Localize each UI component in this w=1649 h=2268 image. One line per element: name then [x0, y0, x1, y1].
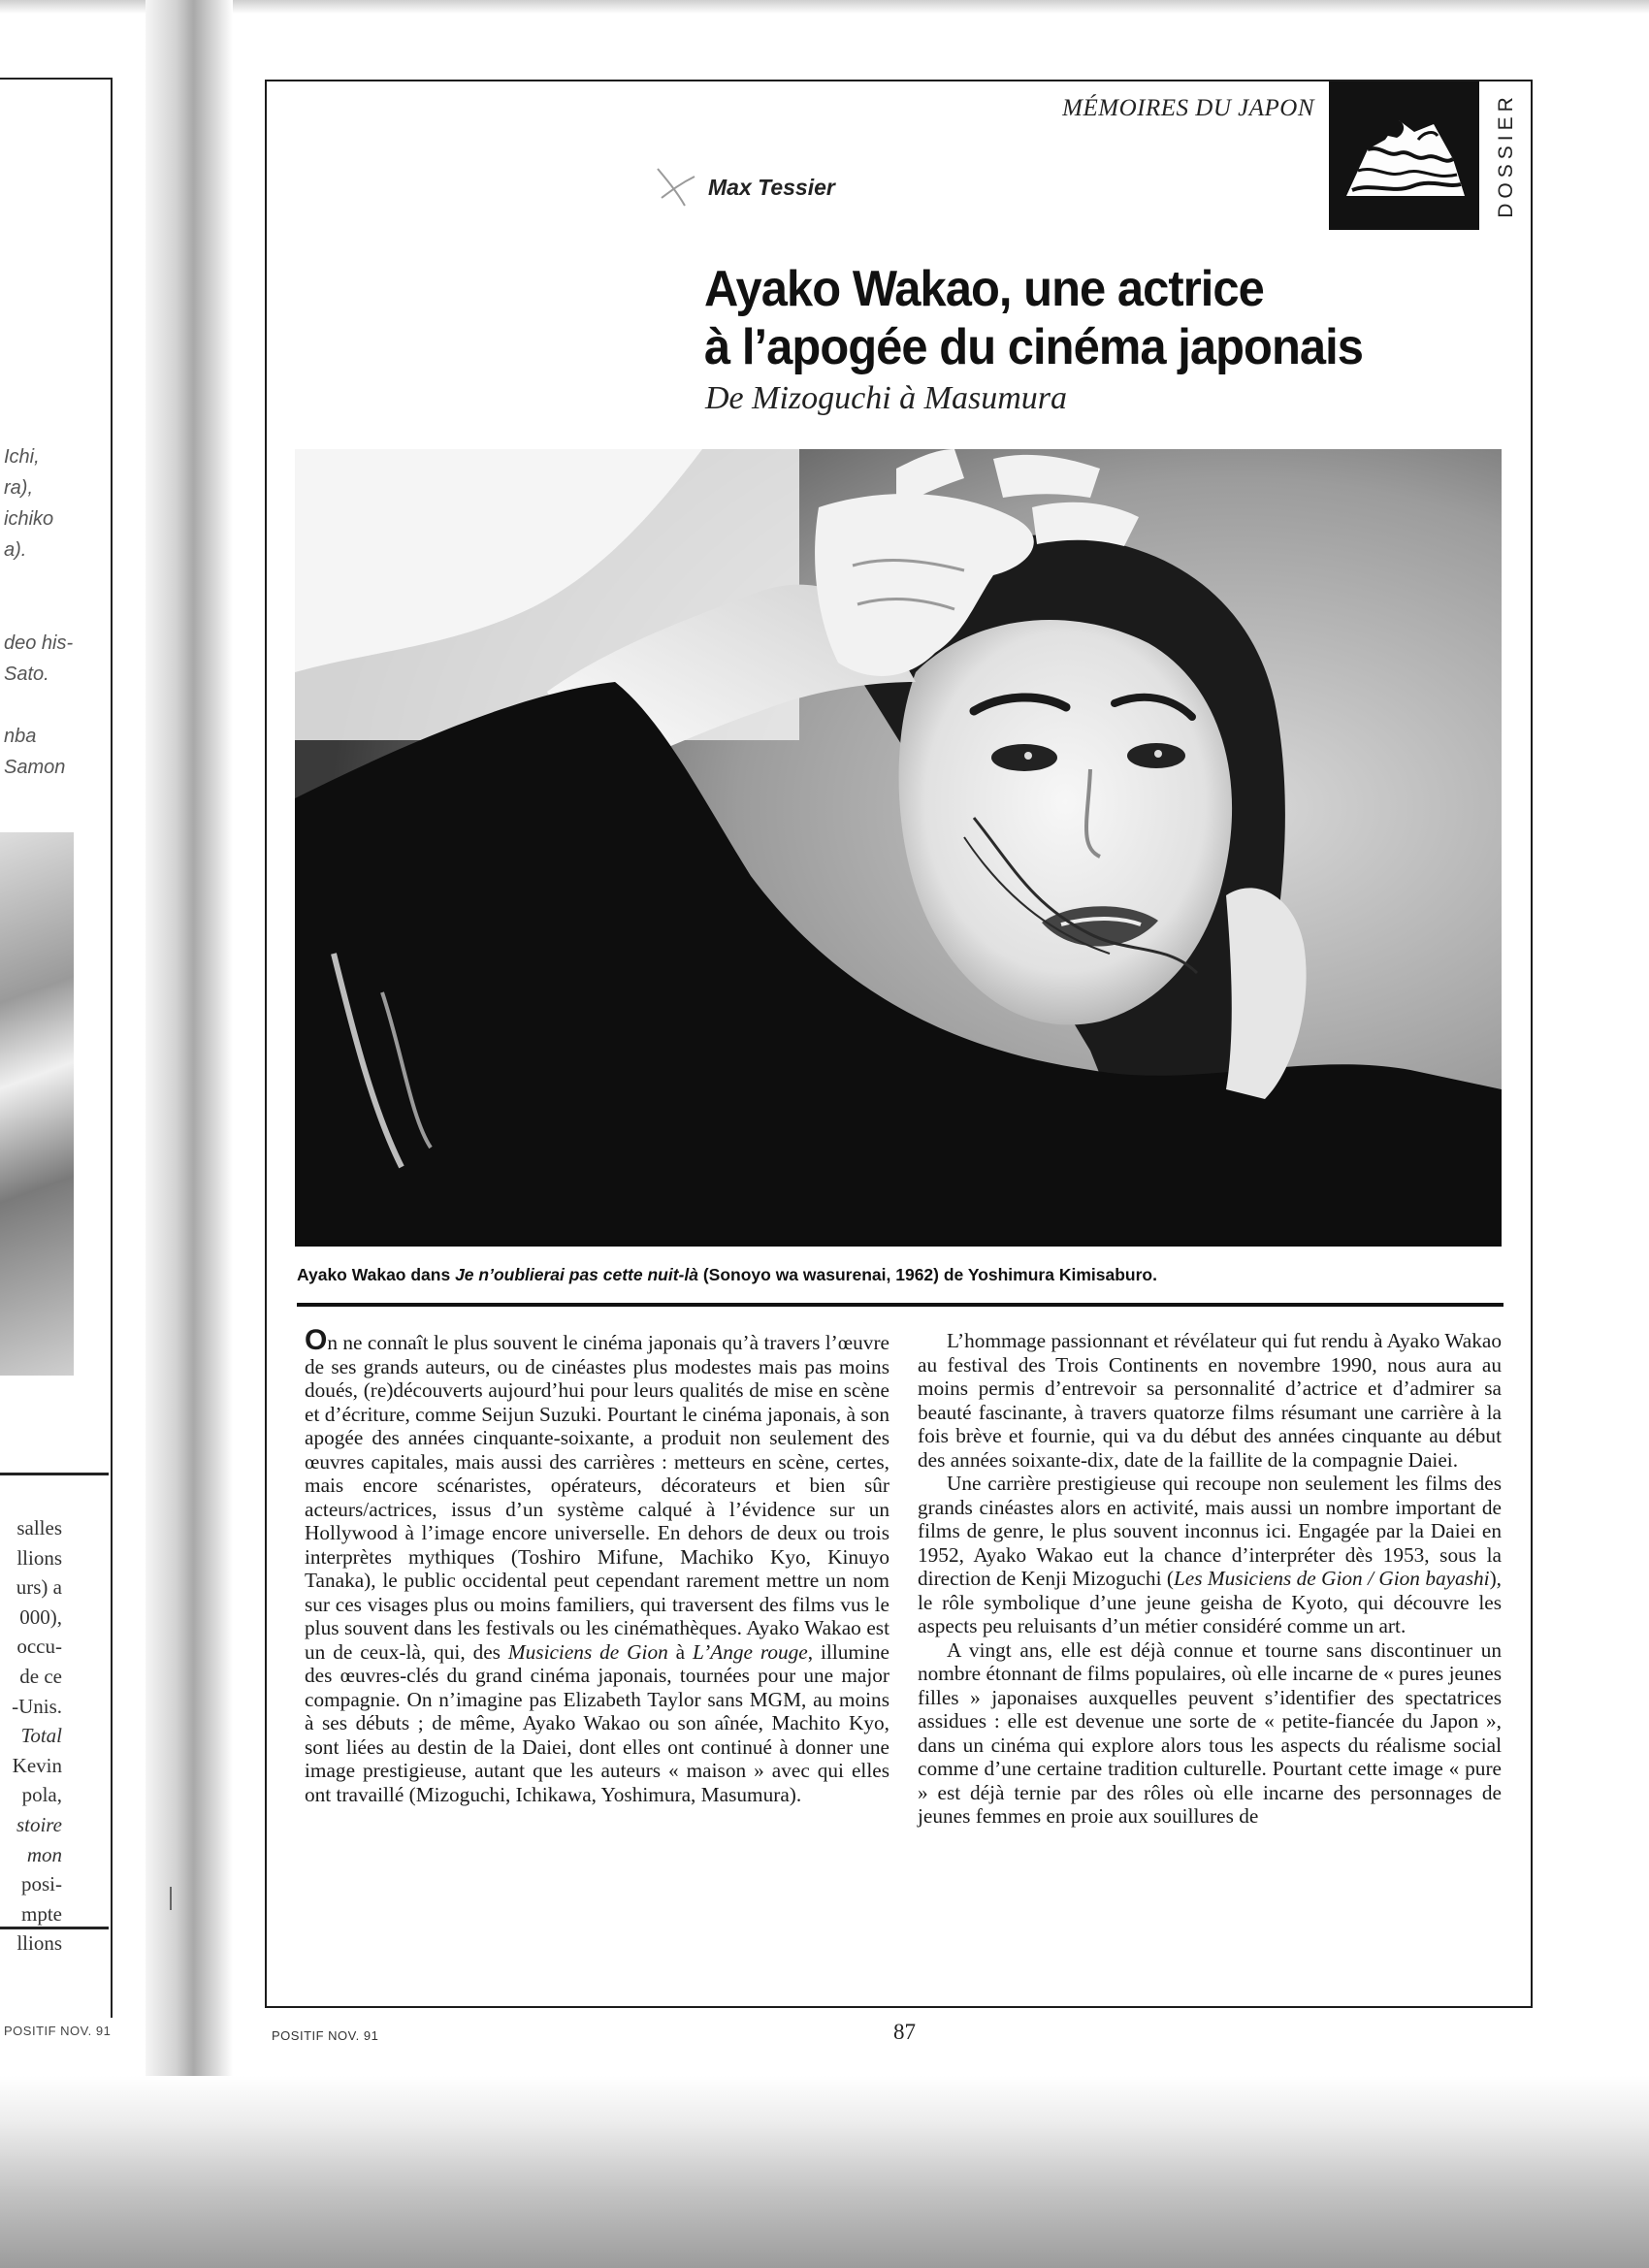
left-page-rule	[0, 1473, 109, 1475]
left-page-photo-fragment	[0, 832, 74, 1376]
left-page-text-line: posi-	[21, 1872, 62, 1896]
left-page-caption-line	[4, 690, 111, 721]
left-page-caption-line: ra),	[4, 477, 33, 499]
article-photo	[295, 449, 1502, 1247]
caption-rule	[297, 1303, 1504, 1307]
article-author: Max Tessier	[708, 175, 835, 200]
left-page-footer: POSITIF NOV. 91	[4, 2024, 112, 2038]
paragraph	[918, 1472, 1502, 1638]
left-page-text-line: 000),	[19, 1604, 62, 1629]
drop-cap: O	[305, 1324, 328, 1356]
page-number: 87	[893, 2020, 916, 2044]
footer-magazine-issue: POSITIF NOV. 91	[272, 2028, 379, 2043]
dossier-label-text: DOSSIER	[1495, 92, 1517, 218]
left-facing-page	[0, 0, 126, 2086]
scan-mark	[170, 1887, 172, 1910]
paragraph-text: à	[667, 1639, 694, 1664]
scan-top-edge	[0, 0, 1649, 14]
left-page-caption-line: ichiko	[4, 508, 54, 530]
section-kicker: MÉMOIRES DU JAPON	[1062, 95, 1314, 121]
paragraph-text: ), le rôle symbolique d’une jeune geisha de Kyoto, qui découvre les aspects peu reluisants d’un métier considéré comme un art.	[918, 1567, 1502, 1637]
left-page-text-line: Kevin	[12, 1753, 62, 1777]
paragraph: L’hommage passionnant et révélateur qui fut rendu à Ayako Wakao au festival des Trois Continents en novembre 1990, nous aura au moins permis d’entrevoir sa personnalité d’actrice et d’admirer sa beauté fascinante, à travers quatorze films résumant une carrière à la fois brève et fournie, qui va du début des années cinquante au début des années soixante-dix, date de la faillite de la compagnie Daiei.	[918, 1329, 1502, 1472]
paragraph	[305, 1324, 889, 1806]
left-page-text-line: salles	[16, 1516, 62, 1539]
left-page-caption-line: Samon	[4, 757, 66, 778]
paragraph-text: Une carrière prestigieuse qui recoupe non seulement les films des grands cinéastes alors en activité, mais aussi un nombre important de films de genre, le plus souvent inconnus ici. Engagée par la Daiei en 1952, Ayako Wakao eut la chance d’interpréter dès 1953, sous la direction de Kenji Mizoguchi (	[918, 1472, 1502, 1590]
left-page-caption-line: nba	[4, 726, 37, 747]
left-page-text-line: -Unis.	[12, 1694, 62, 1718]
caption-film-title: Je n’oublierai pas cette nuit-là	[455, 1265, 698, 1284]
left-page-top-rule	[0, 78, 113, 80]
article-title-line-1: Ayako Wakao, une actrice	[704, 261, 1264, 317]
binding-gutter-shadow	[146, 0, 233, 2095]
pencil-mark-icon	[652, 163, 710, 211]
left-page-text-line: occu-	[16, 1635, 62, 1659]
left-page-caption-line: a).	[4, 539, 27, 561]
left-page-bottom-rule	[0, 1927, 109, 1929]
paragraph-text: n ne connaît le plus souvent le cinéma japonais qu’à travers l’œuvre de ses grands auteurs, ou de cinéastes plus modestes mais pas moins doués, (re)découverts aujourd’hui pour leurs qualités de mise en scène et d’écriture, comme Seijun Suzuki. Pourtant le cinéma japonais, à son apogée des années cinquante-soixante, a produit non seulement des œuvres capitales, mais aussi des carrières : metteurs en scène, certes, mais encore scénaristes, opérateurs, décorateurs et bien sûr acteurs/actrices, issus d’un système calqué à l’évidence sur un Hollywood à l’image encore universelle. En dehors de deux ou trois interprètes mythiques (Toshiro Mifune, Machiko Kyo, Kinuyo Tanaka), le public occidental peut cependant rarement mettre un nom sur ces visages plus ou moins familiers, qui traversent des films vus le plus souvent dans les festivals ou les cinémathèques. Ayako Wakao est un de ceux-là, qui, des	[305, 1331, 889, 1664]
caption-prefix: Ayako Wakao dans	[297, 1265, 456, 1284]
text-column-right	[918, 1329, 1502, 1829]
dossier-section-label	[1491, 81, 1522, 230]
left-page-text-line: llions	[16, 1931, 62, 1956]
left-page-text-line: Total	[20, 1724, 62, 1748]
left-page-caption-line: Sato.	[4, 664, 49, 685]
left-page-text-line: pola,	[21, 1783, 62, 1807]
film-title: Les Musiciens de Gion / Gion bayashi	[1173, 1567, 1490, 1590]
paragraph: A vingt ans, elle est déjà connue et tourne sans discontinuer un nombre étonnant de films populaires, où elle incarne de « pures jeunes filles » japonaises auxquelles peuvent s’identifier des spectatrices assidues : elle est devenue une sorte de « petite-fiancée du Japon », dans un cinéma qui explore alors tous les aspects du réalisme social comme d’une certaine tradition culturelle. Pourtant cette image « pure » est déjà ternie par des rôles où elle incarne des personnages de jeunes femmes en proie aux souillures de	[918, 1637, 1502, 1828]
caption-suffix: (Sonoyo wa wasurenai, 1962) de Yoshimura Kimisaburo.	[697, 1265, 1157, 1284]
mount-fuji-icon	[1329, 81, 1479, 230]
left-page-text-line: mpte	[21, 1901, 62, 1926]
left-page-right-rule	[111, 78, 113, 2018]
film-title: Musiciens de Gion	[507, 1639, 668, 1664]
left-page-text-line: de ce	[19, 1664, 62, 1688]
text-column-left	[305, 1324, 889, 1806]
left-page-caption-line: deo his-	[4, 632, 74, 654]
photo-caption	[297, 1265, 1504, 1285]
left-page-text-fragment	[0, 1513, 62, 1959]
left-page-text-line: mon	[26, 1842, 62, 1866]
film-title: L’Ange rouge	[693, 1639, 808, 1664]
left-page-caption-line	[4, 597, 111, 628]
article-title	[704, 260, 1488, 376]
portrait-photo-illustration	[295, 449, 1502, 1247]
scan-bottom-shadow	[0, 2076, 1649, 2268]
left-page-caption-line	[4, 566, 111, 597]
left-page-text-line: urs) a	[16, 1575, 62, 1600]
left-page-caption-line: Ichi,	[4, 446, 40, 468]
article-subtitle: De Mizoguchi à Masumura	[705, 380, 1068, 416]
paragraph-text: , illumine des œuvres-clés du grand cinéma japonais, tournées pour une major compagnie. On n’imagine pas Elizabeth Taylor sans MGM, au moins à ses débuts ; de même, Ayako Wakao ou son aînée, Machito Kyo, sont liées au destin de la Daiei, dont elles ont continué à donner une image prestigieuse, autant que les auteurs « maison » avec qui elles ont travaillé (Mizoguchi, Ichikawa, Yoshimura, Masumura).	[305, 1639, 889, 1806]
article-title-line-2: à l’apogée du cinéma japonais	[704, 319, 1364, 375]
left-page-text-line: stoire	[16, 1812, 62, 1836]
left-page-text-line: llions	[16, 1545, 62, 1570]
left-page-caption-fragment	[4, 441, 111, 783]
